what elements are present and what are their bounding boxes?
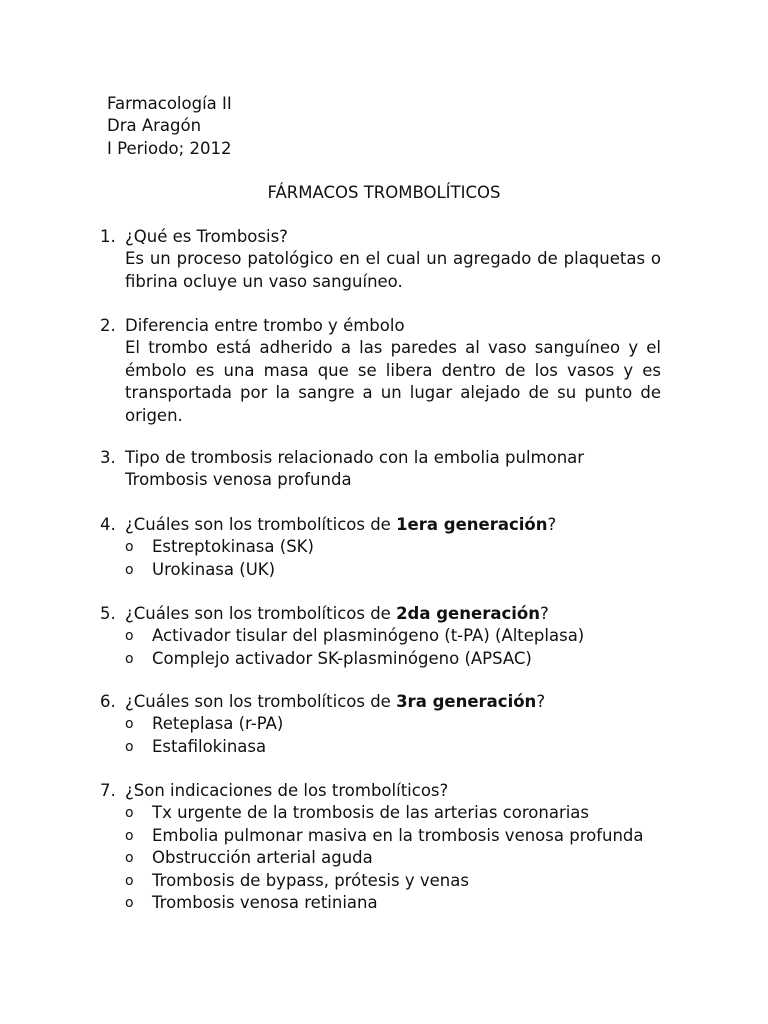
bullet-icon: o [125, 628, 134, 645]
answer-text: Trombosis venosa profunda [125, 470, 352, 490]
list-item [100, 870, 661, 892]
question [100, 514, 661, 536]
question-item-7 [100, 780, 661, 914]
question-text-post: ? [536, 692, 546, 711]
period: I Periodo; 2012 [107, 138, 232, 158]
question-number: 4. [100, 515, 116, 534]
question [100, 315, 661, 337]
question-text-bold: 3ra generación [396, 692, 537, 711]
question-item-5 [100, 603, 661, 670]
list-item [100, 648, 661, 670]
list-item [100, 802, 661, 824]
answer-text: Es un proceso patológico en el cual un agregado de plaquetas o fibrina ocluye un vaso sanguíneo. [125, 249, 661, 291]
list-item-text: Activador tisular del plasminógeno (t-PA) (Alteplasa) [152, 626, 585, 646]
question-number: 1. [100, 227, 116, 246]
course-name: Farmacología II [107, 94, 232, 113]
list-item [100, 825, 661, 847]
subitem-list [100, 802, 661, 914]
question [100, 780, 661, 802]
subitem-list [100, 625, 661, 670]
question [100, 603, 661, 625]
question-text: ¿Son indicaciones de los trombolíticos? [125, 781, 449, 800]
question-text-bold: 2da generación [396, 604, 540, 623]
question-item-4 [100, 514, 661, 581]
bullet-icon: o [125, 738, 134, 755]
professor-name: Dra Aragón [107, 116, 202, 136]
document-title: FÁRMACOS TROMBOLÍTICOS [267, 183, 501, 202]
bullet-icon: o [125, 561, 134, 578]
list-item [100, 536, 661, 558]
bullet-icon: o [125, 895, 134, 912]
question-item-1 [100, 226, 661, 293]
answer-text: El trombo está adherido a las paredes al vaso sanguíneo y el émbolo es una masa que se libera dentro de los vasos y es transportada por la sangre a un lugar alejado de su punto de origen. [125, 338, 661, 425]
bullet-icon: o [125, 539, 134, 556]
list-item-text: Urokinasa (UK) [152, 559, 276, 579]
question [100, 691, 661, 713]
question-text-pre: ¿Cuáles son los trombolíticos de [125, 515, 397, 534]
question [100, 226, 661, 248]
document-header [107, 93, 232, 160]
question-number: 5. [100, 604, 116, 623]
list-item-text: Trombosis de bypass, prótesis y venas [152, 870, 469, 890]
question-item-3 [100, 447, 661, 492]
list-item [100, 713, 661, 735]
question-number: 2. [100, 316, 116, 335]
list-item [100, 625, 661, 647]
list-item [100, 892, 661, 914]
question-number: 6. [100, 692, 116, 711]
list-item-text: Trombosis venosa retiniana [152, 893, 378, 913]
bullet-icon: o [125, 872, 134, 889]
question-item-2 [100, 315, 661, 427]
question-text: Diferencia entre trombo y émbolo [125, 316, 405, 335]
list-item-text: Embolia pulmonar masiva en la trombosis venosa profunda [152, 825, 644, 845]
list-item-text: Estafilokinasa [152, 736, 267, 756]
bullet-icon: o [125, 716, 134, 733]
question-item-6 [100, 691, 661, 758]
subitem-list [100, 713, 661, 758]
bullet-icon: o [125, 650, 134, 667]
question-text-post: ? [539, 604, 549, 623]
list-item [100, 559, 661, 581]
question-text-post: ? [547, 515, 557, 534]
question-text-pre: ¿Cuáles son los trombolíticos de [125, 604, 397, 623]
question [100, 447, 661, 469]
list-item [100, 736, 661, 758]
list-item [100, 847, 661, 869]
bullet-icon: o [125, 850, 134, 867]
question-text: Tipo de trombosis relacionado con la embolia pulmonar [125, 448, 585, 467]
question-text-bold: 1era generación [396, 515, 548, 534]
list-item-text: Obstrucción arterial aguda [152, 848, 373, 868]
question-text-pre: ¿Cuáles son los trombolíticos de [125, 692, 397, 711]
question-text: ¿Qué es Trombosis? [125, 227, 288, 246]
list-item-text: Tx urgente de la trombosis de las arterias coronarias [152, 803, 590, 823]
list-item-text: Estreptokinasa (SK) [152, 537, 314, 557]
subitem-list [100, 536, 661, 581]
question-number: 3. [100, 448, 116, 467]
list-item-text: Reteplasa (r-PA) [152, 714, 284, 734]
question-number: 7. [100, 781, 116, 800]
bullet-icon: o [125, 827, 134, 844]
bullet-icon: o [125, 805, 134, 822]
list-item-text: Complejo activador SK-plasminógeno (APSAC) [152, 648, 532, 668]
